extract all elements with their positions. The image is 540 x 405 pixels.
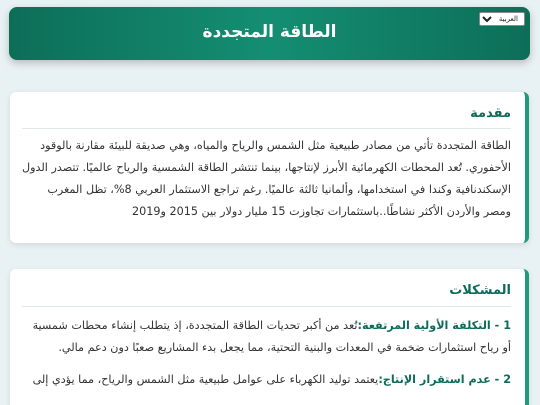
intro-paragraph: الطاقة المتجددة تأتي من مصادر طبيعية مثل الشمس والرياح والمياه، وهي صديقة للبيئة مقارنة بالوقود الأحفوري. تُعد المحطات الكهرمائية الأبرز لإنتاجها، بينما تنتشر الطاقة الشمسية والرياح عالميًا. تتصدر الدول الإسكندنافية وكندا في استخدامها، وألمانيا ثالثة عالميًا. رغم تراجع الاستثمار العربي 8%، تظل المغرب ومصر والأردن الأكثر نشاطًا..باستثمارات تجاوزت 15 مليار دولار بين 2015 و2019 <box>21 139 511 218</box>
problem-label: 1 - التكلفة الأولية المرتفعة: <box>357 319 511 332</box>
problem-text: تُعد من أكبر تحديات الطاقة المتجددة، إذ يتطلب إنشاء محطات شمسية أو رياح استثمارات ضخمة في المعدات والبنية التحتية، مما يجعل بدء المشاريع صعبًا دون دعم مالي. <box>32 319 511 354</box>
problem-item <box>22 315 511 359</box>
problem-label: 2 - عدم استقرار الإنتاج: <box>378 373 511 386</box>
page-title: الطاقة المتجددة <box>202 22 337 42</box>
problem-item <box>22 369 511 391</box>
intro-card <box>10 92 529 243</box>
problems-heading: المشكلات <box>22 283 511 307</box>
problem-text: يعتمد توليد الكهرباء على عوامل طبيعية مثل الشمس والرياح، مما يؤدي إلى <box>32 373 379 386</box>
problems-card <box>10 269 529 405</box>
intro-heading: مقدمة <box>22 106 511 129</box>
page-header <box>9 7 530 60</box>
